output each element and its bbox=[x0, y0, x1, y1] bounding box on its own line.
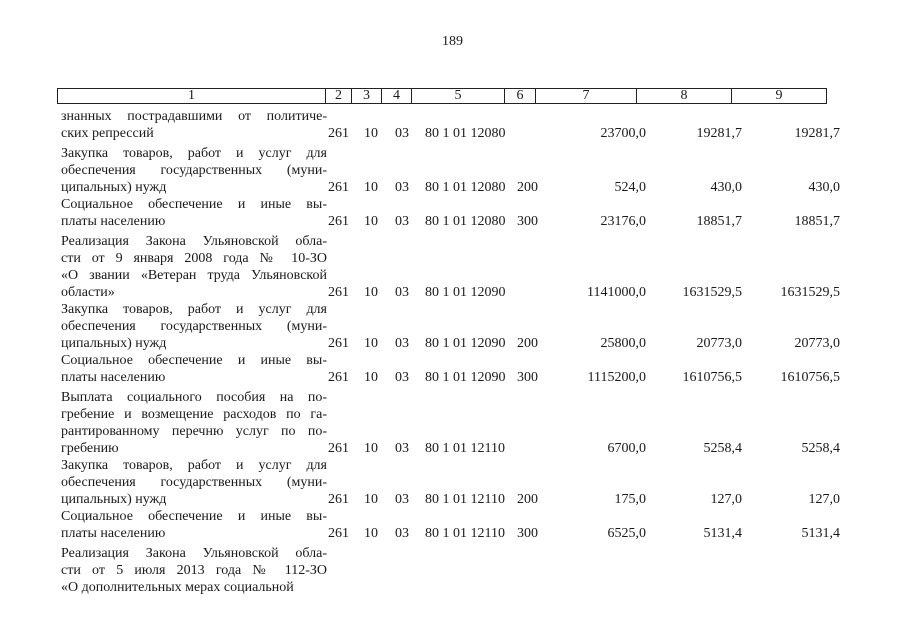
cell-col-5: 80 1 01 12090 bbox=[425, 285, 506, 300]
description-line: рантированному перечню услуг по по- bbox=[61, 424, 327, 439]
description-line: Социальное обеспечение и иные вы- bbox=[61, 197, 327, 212]
cell-col-4: 03 bbox=[395, 336, 409, 351]
description-line: «О дополнительных мерах социальной bbox=[61, 580, 294, 595]
row-description bbox=[61, 301, 327, 352]
cell-col-7: 524,0 bbox=[614, 180, 646, 195]
description-line: сти от 5 июля 2013 года № 112-ЗО bbox=[61, 563, 327, 578]
cell-col-9: 20773,0 bbox=[794, 336, 840, 351]
cell-col-5: 80 1 01 12080 bbox=[425, 126, 506, 141]
row-description bbox=[61, 545, 327, 596]
cell-col-8: 18851,7 bbox=[696, 214, 742, 229]
cell-col-9: 127,0 bbox=[808, 492, 840, 507]
cell-col-4: 03 bbox=[395, 180, 409, 195]
cell-col-6: 200 bbox=[517, 336, 538, 351]
column-header-1: 1 bbox=[58, 89, 326, 104]
description-line: области» bbox=[61, 285, 115, 300]
column-header-5: 5 bbox=[412, 89, 505, 104]
cell-col-7: 23176,0 bbox=[600, 214, 646, 229]
cell-col-9: 5258,4 bbox=[801, 441, 840, 456]
cell-col-4: 03 bbox=[395, 285, 409, 300]
cell-col-4: 03 bbox=[395, 526, 409, 541]
cell-col-4: 03 bbox=[395, 492, 409, 507]
row-description bbox=[61, 145, 327, 196]
cell-col-3: 10 bbox=[364, 370, 378, 385]
cell-col-3: 10 bbox=[364, 492, 378, 507]
page-number: 189 bbox=[442, 34, 463, 49]
cell-col-5: 80 1 01 12110 bbox=[425, 526, 505, 541]
cell-col-2: 261 bbox=[328, 180, 349, 195]
cell-col-2: 261 bbox=[328, 370, 349, 385]
row-description bbox=[61, 352, 327, 386]
description-line: Социальное обеспечение и иные вы- bbox=[61, 353, 327, 368]
cell-col-3: 10 bbox=[364, 336, 378, 351]
column-header-8: 8 bbox=[637, 89, 732, 104]
description-line: Реализация Закона Ульяновской обла- bbox=[61, 234, 327, 249]
cell-col-8: 430,0 bbox=[710, 180, 742, 195]
column-header-6: 6 bbox=[505, 89, 536, 104]
row-description bbox=[61, 508, 327, 542]
description-line: «О звании «Ветеран труда Ульяновской bbox=[61, 268, 327, 283]
column-header-2: 2 bbox=[326, 89, 352, 104]
row-description bbox=[61, 233, 327, 301]
cell-col-6: 300 bbox=[517, 370, 538, 385]
cell-col-2: 261 bbox=[328, 214, 349, 229]
description-line: Закупка товаров, работ и услуг для bbox=[61, 146, 327, 161]
cell-col-8: 5258,4 bbox=[703, 441, 742, 456]
column-header-7: 7 bbox=[536, 89, 637, 104]
cell-col-2: 261 bbox=[328, 285, 349, 300]
description-line: гребению bbox=[61, 441, 119, 456]
cell-col-4: 03 bbox=[395, 126, 409, 141]
cell-col-9: 1631529,5 bbox=[780, 285, 840, 300]
cell-col-7: 175,0 bbox=[614, 492, 646, 507]
cell-col-5: 80 1 01 12080 bbox=[425, 214, 506, 229]
row-description bbox=[61, 108, 327, 142]
cell-col-5: 80 1 01 12080 bbox=[425, 180, 506, 195]
description-line: Закупка товаров, работ и услуг для bbox=[61, 458, 327, 473]
cell-col-4: 03 bbox=[395, 441, 409, 456]
cell-col-7: 6525,0 bbox=[607, 526, 646, 541]
cell-col-3: 10 bbox=[364, 180, 378, 195]
cell-col-7: 6700,0 bbox=[607, 441, 646, 456]
cell-col-5: 80 1 01 12090 bbox=[425, 336, 506, 351]
row-description bbox=[61, 389, 327, 457]
cell-col-3: 10 bbox=[364, 214, 378, 229]
cell-col-3: 10 bbox=[364, 441, 378, 456]
description-line: сти от 9 января 2008 года № 10-ЗО bbox=[61, 251, 327, 266]
cell-col-6: 300 bbox=[517, 526, 538, 541]
cell-col-2: 261 bbox=[328, 126, 349, 141]
cell-col-5: 80 1 01 12110 bbox=[425, 492, 505, 507]
cell-col-6: 200 bbox=[517, 180, 538, 195]
cell-col-4: 03 bbox=[395, 214, 409, 229]
cell-col-2: 261 bbox=[328, 492, 349, 507]
description-line: Социальное обеспечение и иные вы- bbox=[61, 509, 327, 524]
row-description bbox=[61, 196, 327, 230]
cell-col-7: 23700,0 bbox=[600, 126, 646, 141]
description-line: обеспечения государственных (муни- bbox=[61, 475, 327, 490]
cell-col-9: 1610756,5 bbox=[780, 370, 840, 385]
description-line: гребение и возмещение расходов по га- bbox=[61, 407, 327, 422]
cell-col-9: 19281,7 bbox=[794, 126, 840, 141]
cell-col-7: 25800,0 bbox=[600, 336, 646, 351]
description-line: платы населению bbox=[61, 370, 166, 385]
cell-col-3: 10 bbox=[364, 126, 378, 141]
cell-col-7: 1115200,0 bbox=[587, 370, 646, 385]
column-header-3: 3 bbox=[352, 89, 382, 104]
description-line: платы населению bbox=[61, 526, 166, 541]
cell-col-8: 1610756,5 bbox=[682, 370, 742, 385]
cell-col-8: 127,0 bbox=[710, 492, 742, 507]
row-description bbox=[61, 457, 327, 508]
cell-col-2: 261 bbox=[328, 526, 349, 541]
cell-col-8: 20773,0 bbox=[696, 336, 742, 351]
description-line: Реализация Закона Ульяновской обла- bbox=[61, 546, 327, 561]
cell-col-8: 5131,4 bbox=[703, 526, 742, 541]
cell-col-7: 1141000,0 bbox=[587, 285, 646, 300]
cell-col-5: 80 1 01 12090 bbox=[425, 370, 506, 385]
description-line: Выплата социального пособия на по- bbox=[61, 390, 327, 405]
description-line: ципальных) нужд bbox=[61, 180, 167, 195]
cell-col-5: 80 1 01 12110 bbox=[425, 441, 505, 456]
cell-col-8: 1631529,5 bbox=[682, 285, 742, 300]
cell-col-6: 200 bbox=[517, 492, 538, 507]
cell-col-3: 10 bbox=[364, 285, 378, 300]
cell-col-3: 10 bbox=[364, 526, 378, 541]
description-line: ципальных) нужд bbox=[61, 492, 167, 507]
cell-col-4: 03 bbox=[395, 370, 409, 385]
cell-col-2: 261 bbox=[328, 336, 349, 351]
description-line: платы населению bbox=[61, 214, 166, 229]
cell-col-9: 18851,7 bbox=[794, 214, 840, 229]
cell-col-2: 261 bbox=[328, 441, 349, 456]
description-line: знанных пострадавшими от политиче- bbox=[61, 109, 327, 124]
cell-col-9: 430,0 bbox=[808, 180, 840, 195]
column-header-9: 9 bbox=[732, 89, 827, 104]
description-line: ципальных) нужд bbox=[61, 336, 167, 351]
description-line: Закупка товаров, работ и услуг для bbox=[61, 302, 327, 317]
description-line: обеспечения государственных (муни- bbox=[61, 163, 327, 178]
description-line: обеспечения государственных (муни- bbox=[61, 319, 327, 334]
description-line: ских репрессий bbox=[61, 126, 154, 141]
cell-col-9: 5131,4 bbox=[801, 526, 840, 541]
cell-col-8: 19281,7 bbox=[696, 126, 742, 141]
column-header-4: 4 bbox=[382, 89, 412, 104]
cell-col-6: 300 bbox=[517, 214, 538, 229]
